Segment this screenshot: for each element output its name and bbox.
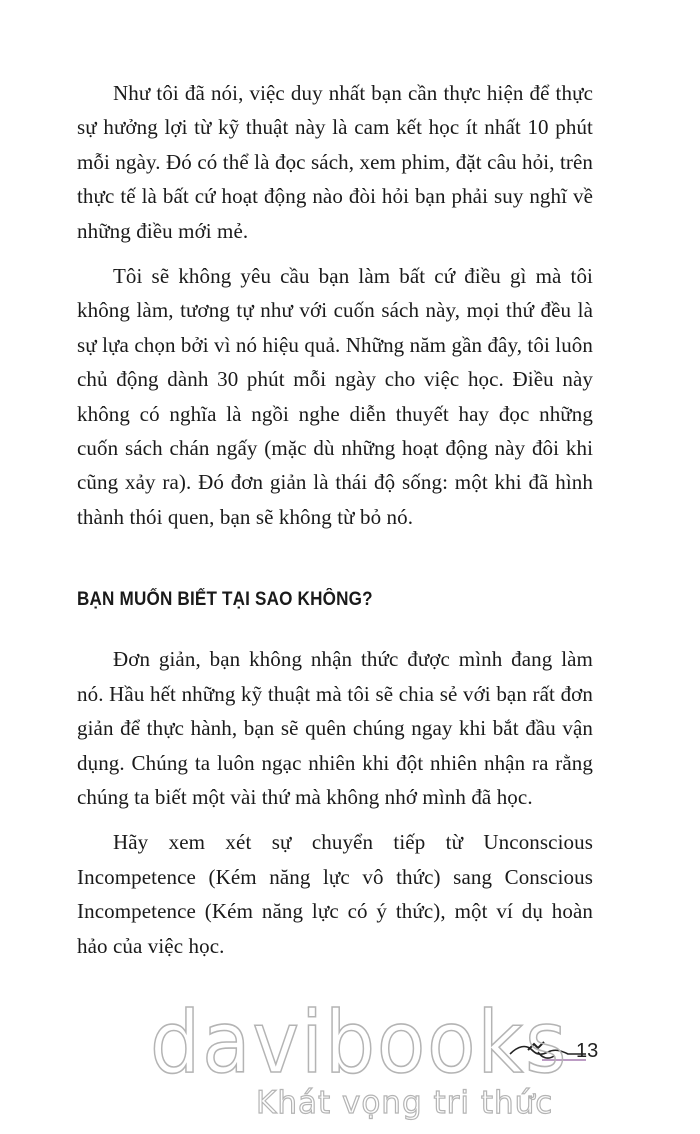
watermark-tagline: Khát vọng tri thức — [256, 1085, 554, 1121]
section-heading: BẠN MUỐN BIẾT TẠI SAO KHÔNG? — [77, 589, 373, 611]
page-body — [77, 76, 593, 963]
paragraph-3: Đơn giản, bạn không nhận thức được mình đang làm nó. Hầu hết những kỹ thuật mà tôi sẽ chia sẻ với bạn rất đơn giản để thực hành, bạn sẽ quên chúng ngay khi bắt đầu vận dụng. Chúng ta luôn ngạc nhiên khi đột nhiên nhận ra rằng chúng ta biết một vài thứ mà không nhớ mình đã học. — [77, 647, 593, 809]
paragraph-2: Tôi sẽ không yêu cầu bạn làm bất cứ điều gì mà tôi không làm, tương tự như với cuốn sách này, mọi thứ đều là sự lựa chọn bởi vì nó hiệu quả. Những năm gần đây, tôi luôn chủ động dành 30 phút mỗi ngày cho việc học. Điều này không có nghĩa là ngồi nghe diễn thuyết hay đọc những cuốn sách chán ngấy (mặc dù những hoạt động này đôi khi cũng xảy ra). Đó đơn giản là thái độ sống: một khi đã hình thành thói quen, bạn sẽ không từ bỏ nó. — [77, 264, 593, 529]
watermark-brand: davibooks — [150, 993, 569, 1093]
paragraph-4: Hãy xem xét sự chuyển tiếp từ Unconscious Incompetence (Kém năng lực vô thức) sang Conscious Incompetence (Kém năng lực có ý thức), một ví dụ hoàn hảo của việc học. — [77, 830, 593, 958]
page-number: 13 — [576, 1040, 599, 1062]
paragraph-1: Như tôi đã nói, việc duy nhất bạn cần thực hiện để thực sự hưởng lợi từ kỹ thuật này là cam kết học ít nhất 10 phút mỗi ngày. Đó có thể là đọc sách, xem phim, đặt câu hỏi, trên thực tế là bất cứ hoạt động nào đòi hỏi bạn phải suy nghĩ về những điều mới mẻ. — [77, 81, 593, 243]
